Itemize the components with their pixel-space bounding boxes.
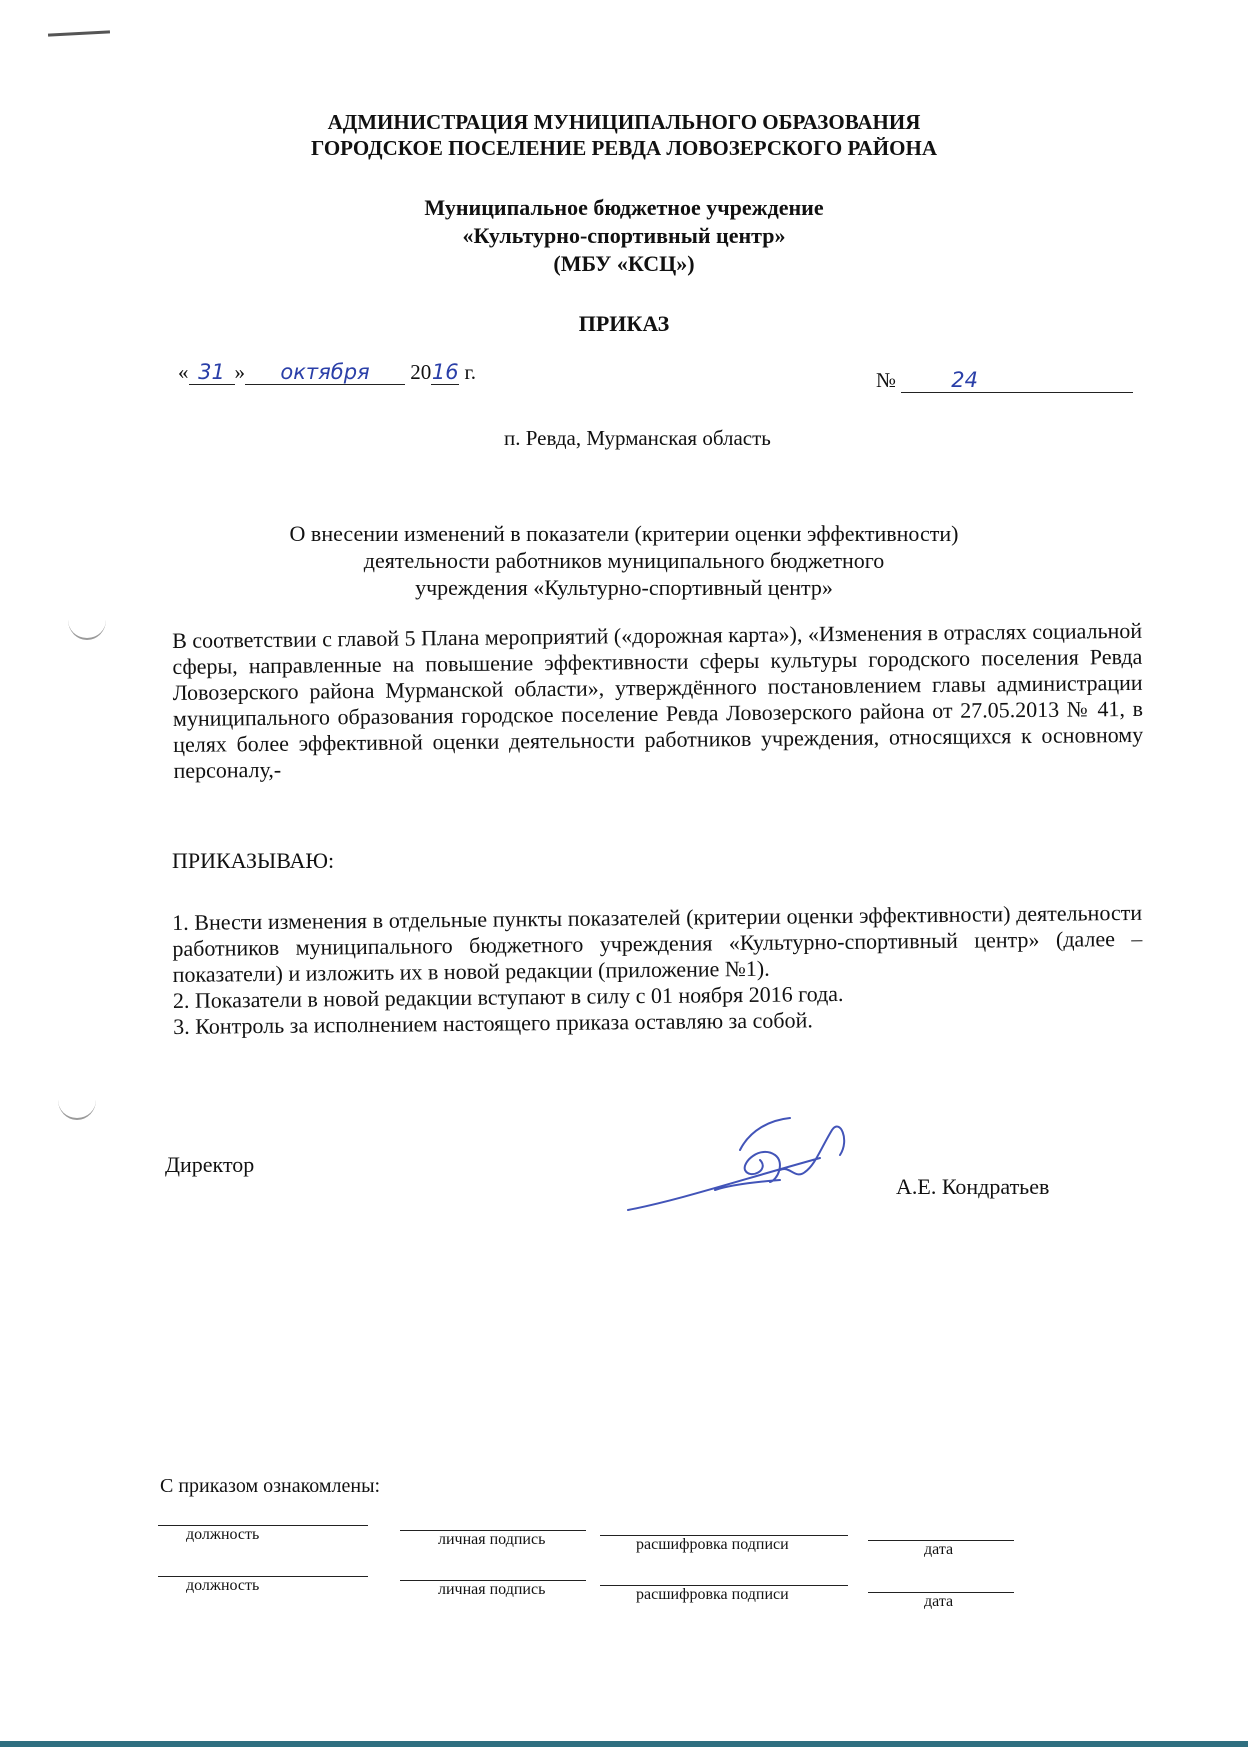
scan-mark — [48, 30, 110, 36]
field-label: дата — [924, 1593, 954, 1610]
handwritten-signature — [620, 1110, 880, 1230]
order-items — [172, 900, 1143, 1040]
field-decoding-2 — [600, 1585, 848, 1604]
document-type: ПРИКАЗ — [578, 311, 670, 336]
field-label: личная подпись — [438, 1531, 546, 1548]
field-label: дата — [924, 1541, 954, 1558]
signatory-name: А.Е. Кондратьев — [896, 1174, 1050, 1199]
acquaintance-title: С приказом ознакомлены: — [160, 1475, 381, 1497]
order-date — [178, 360, 476, 385]
field-signature-2 — [400, 1580, 586, 1599]
field-label: должность — [186, 1577, 260, 1594]
field-label: расшифровка подписи — [636, 1586, 789, 1603]
subject-line-1: О внесении изменений в показатели (критерии оценки эффективности) — [289, 521, 959, 546]
field-label: личная подпись — [438, 1581, 546, 1598]
date-year-unit: г. — [464, 360, 476, 384]
field-decoding-1 — [600, 1535, 848, 1554]
order-number — [876, 368, 1133, 393]
header-line-1: АДМИНИСТРАЦИЯ МУНИЦИПАЛЬНОГО ОБРАЗОВАНИЯ — [327, 110, 921, 134]
field-date-1 — [868, 1540, 1014, 1559]
field-label: должность — [186, 1526, 260, 1543]
field-position-2 — [158, 1576, 368, 1595]
scan-edge — [0, 1741, 1248, 1747]
order-item: 3. Контроль за исполнением настоящего приказа оставляю за собой. — [173, 1007, 813, 1039]
header-line-2: ГОРОДСКОЕ ПОСЕЛЕНИЕ РЕВДА ЛОВОЗЕРСКОГО РАЙОНА — [311, 136, 937, 160]
field-position-1 — [158, 1525, 368, 1544]
date-year-prefix: 20 — [410, 360, 432, 384]
number-value: 24 — [901, 368, 1133, 393]
place: п. Ревда, Мурманская область — [504, 426, 771, 450]
date-close-quote: » — [234, 360, 245, 384]
subject-line-3: учреждения «Культурно-спортивный центр» — [415, 575, 833, 600]
preamble-paragraph: В соответствии с главой 5 Плана мероприятий («дорожная карта»), «Изменения в отраслях социальной сферы, направленные на повышение эффективности сферы культуры городского поселения Ревда Ловозерского района Мурманской области», утверждённого постановлением главы администрации муниципального образования городское поселение Ревда Ловозерского района от 27.05.2013 № 41, в целях более эффективной оценки деятельности работников учреждения, относящихся к основному персоналу,- — [172, 617, 1144, 783]
date-month: октября — [245, 360, 405, 385]
punch-hole-top — [68, 600, 106, 640]
subject-line-2: деятельности работников муниципального бюджетного — [363, 548, 885, 573]
field-date-2 — [868, 1592, 1014, 1611]
org-line-1: Муниципальное бюджетное учреждение — [424, 195, 824, 220]
org-line-2: «Культурно-спортивный центр» — [462, 223, 786, 248]
date-year-suffix: 16 — [431, 360, 459, 384]
signatory-title: Директор — [165, 1152, 255, 1177]
date-day: 31 — [189, 360, 235, 385]
punch-hole-bottom — [58, 1080, 96, 1120]
date-open-quote: « — [178, 360, 189, 384]
org-line-3: (МБУ «КСЦ») — [553, 251, 695, 276]
field-label: расшифровка подписи — [636, 1536, 789, 1553]
number-label: № — [876, 368, 897, 392]
field-signature-1 — [400, 1530, 586, 1549]
order-item: 1. Внести изменения в отдельные пункты показателей (критерии оценки эффективности) деятельности работников муниципального бюджетного учреждения «Культурно-спортивный центр» (далее – показатели) и изложить их в новой редакции (приложение №1). — [172, 899, 1143, 987]
order-item: 2. Показатели в новой редакции вступают в силу с 01 ноября 2016 года. — [172, 980, 844, 1013]
order-word: ПРИКАЗЫВАЮ: — [172, 848, 335, 873]
